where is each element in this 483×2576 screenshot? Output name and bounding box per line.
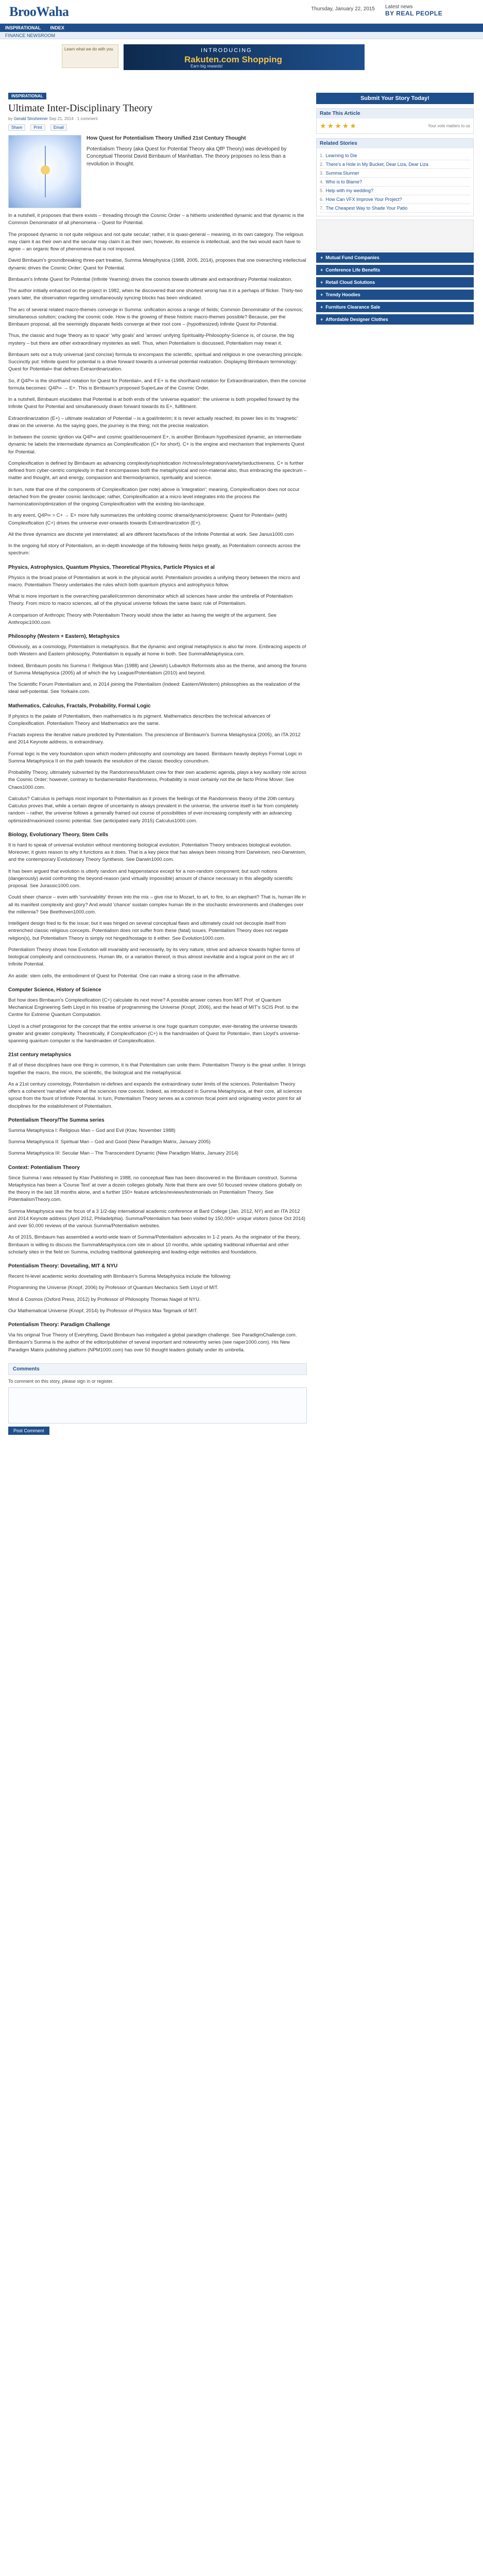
article-paragraph: Birnbaum's Infinite Quest for Potential (Infinite Yearning) drives the cosmos towards ultimate and extraordinary Potential realization. bbox=[8, 276, 292, 282]
category-button[interactable] bbox=[316, 277, 474, 287]
section-heading: Potentialism Theory: Dovetailing, MIT & NYU bbox=[8, 1263, 118, 1269]
section-heading: Context: Potentialism Theory bbox=[8, 1164, 80, 1171]
nav-item-index[interactable]: INDEX bbox=[50, 25, 64, 30]
banner-ad-line-3: Earn big rewards! bbox=[191, 64, 223, 69]
article-paragraph: Summa Metaphysica II: Spiritual Man – God and Good (New Paradigm Matrix, January 2005) bbox=[8, 1139, 211, 1145]
comment-textarea[interactable] bbox=[8, 1387, 307, 1423]
primary-nav bbox=[0, 24, 483, 32]
article-paragraph: If physics is the palate of Potentialism, then mathematics is its pigment. Mathematics describes the technical advances of Complexification. Potentialism Theory and Mathematics are the same. bbox=[8, 713, 271, 726]
article-title: Ultimate Inter-Disciplinary Theory bbox=[8, 103, 153, 114]
byline bbox=[8, 116, 307, 121]
article-paragraph: Birnbaum sets out a truly universal (and concise) formula to encompass the scientific, spiritual and religious in one overarching principle. Succinctly put: Infinite quest for potential is a drive forward towards a universal potential realization. Displaying Birnbaum terminology: Quest for Potential∞ that defines Extraordinarization. bbox=[8, 351, 303, 372]
related-story-link[interactable] bbox=[320, 178, 470, 187]
byline-meta: Sep 21, 2014 · 1 comment bbox=[49, 116, 98, 121]
article-paragraph: So, if Q4P∞ is the shorthand notation for Quest for Potential∞, and if E+ is the shorthand notation for Extraordinarization, then the concise formula becomes: Q4P∞ → E+. This is Birnbaum's proposed SuperLaw of the Cosmic Order. bbox=[8, 378, 306, 391]
article-paragraph: In turn, note that one of the components of Complexification (per note) above is 'integration'; meaning, Complexification does not occur detached from the greater cosmic landscape; rather, Complexification at a micro level integrates into the process the harmonization/optimization of the ongoing Complexification with the existing bio-landscape. bbox=[8, 486, 300, 507]
article-paragraph: Via his original True Theory of Everything, David Birnbaum has instigated a global paradigm challenge. See ParadigmChallenge.com. Birnbaum's Summa is the author of the editor/publisher of several important and noteworthy series (see naper1000.com). His New Paradigm Matrix publishing platform (NPM1000.com) has over 50 thought leaders globally under its umbrella. bbox=[8, 1332, 297, 1353]
article-paragraph: Physics is the broad praise of Potentialism at work in the physical world. Potentialism provides a unifying theory between the micro and macro. Potentialism Theory undertakes the rules which both quantum physics and astrophysics follow. bbox=[8, 574, 300, 588]
article-paragraph: If all of these disciplines have one thing in common, it is that Potentialism can unite them. Potentialism Theory is the great unifier. It brings together the macro, the micro, the scientific, the biological and the metaphysical. bbox=[8, 1062, 306, 1076]
plus-icon: + bbox=[320, 292, 323, 297]
related-stories-heading: Related Stories bbox=[317, 139, 473, 148]
related-story-title: Who is to Blame? bbox=[325, 179, 363, 184]
small-ad[interactable]: Learn what we do with you bbox=[62, 44, 118, 68]
category-label: Retail Cloud Solutions bbox=[325, 280, 375, 285]
related-story-title: Summa Stunner bbox=[325, 171, 359, 176]
article-paragraph: All the three dynamics are discrete yet interrelated; all are different facets/faces of the Infinite Potential at work. See Janus1000.com bbox=[8, 531, 294, 537]
share-button[interactable]: Share bbox=[8, 124, 25, 131]
rating-note: Your vote matters to us bbox=[428, 124, 470, 128]
related-story-title: Help with my wedding? bbox=[325, 188, 374, 193]
print-button[interactable]: Print bbox=[30, 124, 45, 131]
article-paragraph: Programming the Universe (Knopf, 2006) by Professor of Quantum Mechanics Seth Lloyd of MIT. bbox=[8, 1285, 219, 1291]
related-story-link[interactable] bbox=[320, 160, 470, 169]
related-story-number: 3. bbox=[320, 171, 324, 176]
article-paragraph: The arc of several related macro-themes converge in Summa: unification across a range of fields; Common Denominator of the cosmos; simultaneous solution; cracking the cosmic code. How is the growing of these historic macro-themes possible? Because, per the Birnbaum proposal, all the seemingly disparate fields converge at their root core – (hypothesized) Infinite Quest for Potential. bbox=[8, 307, 303, 327]
post-comment-button[interactable]: Post Comment bbox=[8, 1427, 49, 1435]
related-stories-list bbox=[317, 148, 473, 216]
article-paragraph: Since Summa I was released by Ktav Publishing in 1988, no conceptual flaw has been discovered in the Birnbaum construct. Summa Metaphysica has been a 'Course Text' at over a dozen colleges globally. Note that there are over 50 focused review citations globally on the theory in the last 18 months alone, and a further 150+ feature articles/reviews/testimonials on Potentialism Theory. See PotentialismTheory.com. bbox=[8, 1175, 302, 1203]
byline-prefix: by bbox=[8, 116, 13, 121]
section-heading: Philosophy (Western + Eastern), Metaphysics bbox=[8, 634, 120, 639]
lead-image-center bbox=[41, 165, 50, 175]
article-paragraph: Mind & Cosmos (Oxford Press, 2012) by Professor of Philosophy Thomas Nagel of NYU. bbox=[8, 1296, 201, 1302]
article-paragraph: Thus, the classic and huge 'theory as to space' 'why goals' and 'arrows' unifying Spirituality-Philosophy-Science is, of course, the big mystery – but there are other extraordinary mysteries as well. Thus, when Potentialism is discussed, Potentialism may mean it. bbox=[8, 333, 294, 346]
article-paragraph: A comparison of Anthropic Theory with Potentialism Theory would show the latter as having the weight of the argument. See Anthropic1000.com bbox=[8, 612, 277, 625]
related-story-title: The Cheapest Way to Shade Your Patio bbox=[325, 206, 408, 211]
section-heading: Potentialism Theory/The Summa series bbox=[8, 1117, 105, 1123]
article-paragraph: Potentialism Theory shows how Evolution will invariably and necessarily, by its very nature, strive and advance towards higher forms of biological complexity and consciousness. Human life, or a variation thereof, is thus almost inevitable and a logical point on the arc of Infinite Potential. bbox=[8, 946, 300, 968]
category-label: Mutual Fund Companies bbox=[325, 255, 380, 260]
related-story-link[interactable] bbox=[320, 204, 470, 213]
related-story-title: There's a Hole in My Bucket, Dear Liza, Dear Liza bbox=[325, 162, 428, 167]
related-story-link[interactable] bbox=[320, 187, 470, 195]
article-paragraph: In the ongoing full story of Potentialism, an in-depth knowledge of the following fields helps greatly, as Potentialism connects across the spectrum: bbox=[8, 543, 301, 556]
banner-ad-line-2: Rakuten.com Shopping bbox=[184, 55, 282, 64]
section-heading: Biology, Evolutionary Theory, Stem Cells bbox=[8, 832, 109, 838]
article-paragraph: Extraordinarization (E+) – ultimate realization of Potential – is a goal/interim; it is never actually reached; its power lies in its 'magnetic' draw on the universe. As the saying goes, the journey is the thing; not the precise realization. bbox=[8, 415, 298, 429]
rate-article-body bbox=[317, 118, 473, 133]
lead-question: How Quest for Potentialism Theory Unified 21st Century Thought bbox=[87, 135, 246, 141]
plus-icon: + bbox=[320, 255, 323, 260]
article-paragraph: In between the cosmic ignition via Q4P∞ and cosmic goal/denouement E+, is another Birnbaum hypothesized dynamic, an intermediate dynamic he labels the intermediate dynamics as Complexification (C+ for short). C+ is the engine and mechanism that implements Quest for Potential. bbox=[8, 434, 305, 455]
related-stories-box bbox=[316, 138, 474, 216]
lead-figure-row bbox=[8, 135, 307, 208]
article-paragraph: Summa Metaphysica I: Religious Man – God and Evil (Ktav, November 1988) bbox=[8, 1127, 176, 1133]
comments-note: To comment on this story, please sign in or register. bbox=[8, 1378, 114, 1384]
article-paragraph: As a 21st century cosmology, Potentialism re-defines and expands the extraordinary outer limits of the sciences. Potentialism Theory offers a coherent 'narrative' where all the sciences now coexist. Indeed, as introduced in Summa Metaphysica, at their core, all sciences sprout from the fount of Infinite Potential. In turn, Potentialism Theory serves as a common focal point and originating vector point for all disciplines for the establishment of Potentialism. bbox=[8, 1081, 302, 1109]
tagline-line-1: Latest news bbox=[385, 4, 413, 10]
article-paragraph: As of 2015, Birnbaum has assembled a world-wide team of Summa/Potentialism advocates in 1-2 years. As the originator of the theory, Birnbaum is willing to discuss the SummaMetaphysica.com site in about 10 months, while updating traditional influential and other scholarly sites in the field on Summa, including traditional gatekeeping and leading-edge websites and foundations. bbox=[8, 1234, 301, 1255]
related-story-title: Learning to Die bbox=[325, 153, 357, 158]
site-header bbox=[0, 0, 483, 24]
category-label: Trendy Hoodies bbox=[325, 292, 360, 297]
article-tools bbox=[8, 124, 307, 131]
article-paragraph: Our Mathematical Universe (Knopf, 2014) by Professor of Physics Max Tegmark of MIT. bbox=[8, 1308, 198, 1314]
current-date: Thursday, January 22, 2015 bbox=[311, 6, 375, 12]
plus-icon: + bbox=[320, 317, 323, 322]
related-story-link[interactable] bbox=[320, 195, 470, 204]
plus-icon: + bbox=[320, 267, 323, 273]
article-paragraph: What is more important is the overarching parallel/common denominator which all sciences have under the umbrella of Potentialism Theory. From micro to macro sciences, all of the physical universe follows the same basic rule of Potentialism. bbox=[8, 594, 293, 607]
article-paragraph: Calculus? Calculus is perhaps most important to Potentialism as it proves the feelings of the Randomness theory of the 20th century. Calculus proves that, while a certain degree of uncertainty is always prevalent in the universe, the universe itself is far from completely random – rather, the universe follows a generally framed out course of possibilities of ever-increasing complexity with an advancing optimized/maximized cosmic potential. See (anticipated early 2015) Calculus1000.com. bbox=[8, 795, 299, 824]
article-paragraph: Indeed, Birnbaum posits his Summa I: Religious Man (1988) and (Jewish) Lubavitch Reformists also as the theme, and among the forums of Summa Metaphysica (2005) all of which the Ivy League/Potentialism (2010) and beyond. bbox=[8, 663, 307, 676]
related-story-number: 6. bbox=[320, 197, 324, 202]
submit-story-button[interactable]: Submit Your Story Today! bbox=[316, 93, 474, 104]
article-paragraph: In a nutshell, Birnbaum elucidates that Potential is at both ends of the 'universe equation': the universe is both propelled forward by the Infinite Quest for Potential and simultaneously drawn forward towards its E+, fulfillment. bbox=[8, 397, 300, 410]
nav-item-finance-newsroom[interactable]: FINANCE NEWSROOM bbox=[5, 32, 56, 38]
related-story-number: 2. bbox=[320, 162, 324, 167]
banner-ad-line-1: INTRODUCING bbox=[201, 47, 252, 54]
article-paragraph: Complexification is defined by Birnbaum as advancing complexity/sophistication /richness/integration/variety/seductiveness. C+ is further defined from cyber-centric complexity in that it encompasses both the metaphysical and non-material also, thus embracing the spectrum – matter and thought, art and energy, compassion and thermodynamics, spirituality and science. bbox=[8, 460, 307, 481]
lead-paragraph: Potentialism Theory (aka Quest for Potential Theory aka QfP Theory) was developed by Conceptual Theorist David Birnbaum of Manhattan. The theory proposes no less than a revolution in thought. bbox=[87, 146, 287, 167]
article-column bbox=[8, 93, 307, 1435]
tagline-line-2: BY REAL PEOPLE bbox=[385, 10, 443, 17]
related-story-title: How Can VFX Improve Your Project? bbox=[325, 197, 402, 202]
related-story-number: 7. bbox=[320, 206, 324, 211]
article-paragraph: Fractals express the iterative nature predicted by Potentialism. The prescience of Birnbaum's Summa Metaphysica (2005), an ITA 2012 and 2014 Keynote address, is extraordinary. bbox=[8, 732, 301, 745]
related-story-link[interactable] bbox=[320, 151, 470, 160]
section-heading: Physics, Astrophysics, Quantum Physics, Theoretical Physics, Particle Physics et al bbox=[8, 564, 215, 570]
article-paragraph: Intelligent design fried to fix the issue; but it was hinged on several conceptual flaws and ultimately could not decouple itself from entrenched classic religious concepts. Potentialism does not suffer from these (fatal) issues. Potentialism Theory does not negate religion(s), but Potentialism Theory is simply not hinged/hostage to it either. See Evolution1000.com. bbox=[8, 921, 288, 941]
category-button[interactable] bbox=[316, 290, 474, 300]
category-label: Conference Life Benefits bbox=[325, 267, 381, 273]
section-heading: Mathematics, Calculus, Fractals, Probability, Formal Logic bbox=[8, 703, 151, 709]
section-heading: Computer Science, History of Science bbox=[8, 987, 101, 993]
nav-item-inspirational[interactable]: INSPIRATIONAL bbox=[5, 25, 41, 30]
article-paragraph: But how does Birnbaum's Complexification (C+) calculate its next move? A possible answer comes from MIT Prof. of Quantum Mechanical Engineering Seth Lloyd in his treatise of programming the Universe (Knopf, 2006), and the head of MIT's SCIS Prof. to the Centre for Extreme Quantum Computation. bbox=[8, 997, 299, 1018]
article-paragraph: Lloyd is a chief protagonist for the concept that the entire universe is one huge quantum computer, ever-iterating the universe towards greater and greater complexity. Theoretically, if Complexification (C+) is the handmaiden of Quest for Potential∞, then Lloyd's universe-spanning quantum computer is the handmaiden of Complexification. bbox=[8, 1023, 300, 1044]
article-paragraph: Summa Metaphysica III: Secular Man – The Transcendent Dynamic (New Paradigm Matrix, January 2014) bbox=[8, 1150, 239, 1157]
rate-article-box bbox=[316, 108, 474, 134]
category-label: Furniture Clearance Sale bbox=[325, 304, 381, 310]
secondary-nav bbox=[0, 32, 483, 39]
site-tagline bbox=[385, 4, 473, 17]
article-paragraph: Obviously, as a cosmology, Potentialism is metaphysics. But the dynamic and original metaphysics is also far more. Embracing aspects of both Western and Eastern philosophy, Potentialism is equally at home in both. See SummaMetaphysica.com. bbox=[8, 644, 306, 657]
section-heading: 21st century metaphysics bbox=[8, 1052, 72, 1058]
comments-heading: Comments bbox=[8, 1363, 307, 1375]
site-logo[interactable]: BrooWaha bbox=[9, 4, 69, 19]
rate-article-heading: Rate This Article bbox=[317, 109, 473, 118]
section-heading: Potentialism Theory: Paradigm Challenge bbox=[8, 1322, 110, 1328]
article-paragraph: The Scientific Forum Potentialism and, in 2014 joining the Potentialism (Indeed: Eastern/Western) philosophies as the realization of the ideal self-potential. See Yorkaire.com. bbox=[8, 682, 300, 695]
category-button[interactable] bbox=[316, 252, 474, 263]
article-paragraph: An aside: stem cells, the embodiment of Quest for Potential. One can make a strong case in the affirmative. bbox=[8, 973, 241, 979]
article-paragraph: Could sheer chance – even with 'survivability' thrown into the mix – give rise to Mozart, to art, to fire, to an elephant? That is, human life in all its manifest complexity and glory? And would 'chance' sustain complex human life in the stochastic environments and challenges over the millennia? See Beethoven1000.com. bbox=[8, 894, 306, 915]
article-paragraph: David Birnbaum's groundbreaking three-part treatise, Summa Metaphysica (1988, 2005, 2014), proposes that one overarching intellectual dynamic drives the Cosmic Order: Quest for Potential. bbox=[8, 258, 306, 271]
article-paragraph: Recent hi-level academic works dovetailing with Birnbaum's Summa Metaphysica include the following: bbox=[8, 1274, 232, 1279]
section-tag[interactable]: INSPIRATIONAL bbox=[8, 93, 46, 99]
article-paragraph: It has been argued that evolution is utterly random and happenstance except for a non-random component; but such notions (dangerously) avoid confronting the beyond-reason (and virtually impossible) amount of chance necessary in this allegedly scientific proposal. See Jurassic1000.com. bbox=[8, 868, 293, 889]
ad-row bbox=[0, 42, 483, 71]
related-story-number: 4. bbox=[320, 179, 324, 184]
category-list bbox=[316, 252, 474, 325]
category-button[interactable] bbox=[316, 314, 474, 325]
article-paragraph: The author initially enhanced on the project in 1982, when he discovered that one shortest wrong has it in a perhaps of flicker. Thirty-two years later, the observation regarding simultaneously syncing blocks has been vindicated. bbox=[8, 288, 303, 301]
category-button[interactable] bbox=[316, 302, 474, 312]
article-paragraph: In any event, Q4P∞ > C+ → E+ more fully summarizes the unfolding cosmic drama/dynamic/prowess: Quest for Potential∞ (with) Complexification (C+) drives the universe ever-onwards towards Extraordinarization (E+). bbox=[8, 513, 287, 526]
article-paragraph: Summa Metaphysica was the focus of a 3 1/2-day international academic conference at Bard College (Jan. 2012, NY) and an ITA 2012 and 2014 Keynote address (April 2012, Philadelphia). Summa/Potentialism has been visited by 150,000+ unique visitors (since Oct 2014) and over 50,000 reviews of the various Summa/Potentialism websites. bbox=[8, 1208, 305, 1229]
article-paragraph: It is hard to speak of universal evolution without mentioning biological evolution. Potentialism Theory embraces biological evolution. Moreover, it gives reason to why it functions as it does. That is a key piece that has always been missing from Darwinism, neo-Darwinism, and the contemporary Evolutionary Theory Synthesis. See Darwin1000.com. bbox=[8, 842, 306, 863]
article-paragraph: The proposed dynamic is not quite religious and not quite secular; rather, it is quasi-general – meaning, in its own category. The religious may claim it as their own and the secular may claim it as their own; however, its essence is intellectual, and the two would each have to agree – an organic flow of phenomena that is not imposed. bbox=[8, 231, 304, 252]
plus-icon: + bbox=[320, 280, 323, 285]
sidebar bbox=[316, 93, 474, 325]
article-body bbox=[8, 212, 307, 1354]
related-story-number: 1. bbox=[320, 153, 324, 158]
banner-ad[interactable] bbox=[124, 44, 365, 70]
plus-icon: + bbox=[320, 304, 323, 310]
article-paragraph: Formal logic is the very foundation upon which modern philosophy and cosmology are based. Birnbaum heavily deploys Formal Logic in Summa Metaphysica II on the path towards the resolution of the classic theodicy conundrum. bbox=[8, 751, 302, 764]
email-button[interactable]: Email bbox=[50, 124, 67, 131]
article-paragraph: Probability Theory, ultimately subverted by the Randomness/Mutant crew for their own academic agenda, plays a key auxiliary role across the Cosmic Order; however, contrary to fundamentalist Randomness, Probability is most certainly not the de facto Prime Mover. See Chaos1000.com. bbox=[8, 770, 306, 790]
category-label: Affordable Designer Clothes bbox=[325, 317, 388, 322]
article-paragraph: In a nutshell, it proposes that there exists – threading through the Cosmic Order – a hitherto unidentified dynamic and that dynamic is the Common Denominator of all phenomena – Quest for Potential. bbox=[8, 213, 304, 226]
category-button[interactable] bbox=[316, 265, 474, 275]
sidebar-ad[interactable] bbox=[316, 219, 474, 250]
author-link[interactable]: Gerald Sinsheimer bbox=[13, 116, 48, 121]
lead-image bbox=[8, 135, 81, 208]
rating-stars[interactable]: ★★★★★ bbox=[320, 122, 357, 130]
related-story-number: 5. bbox=[320, 188, 324, 193]
related-story-link[interactable] bbox=[320, 169, 470, 178]
lead-figure-text bbox=[87, 135, 307, 208]
